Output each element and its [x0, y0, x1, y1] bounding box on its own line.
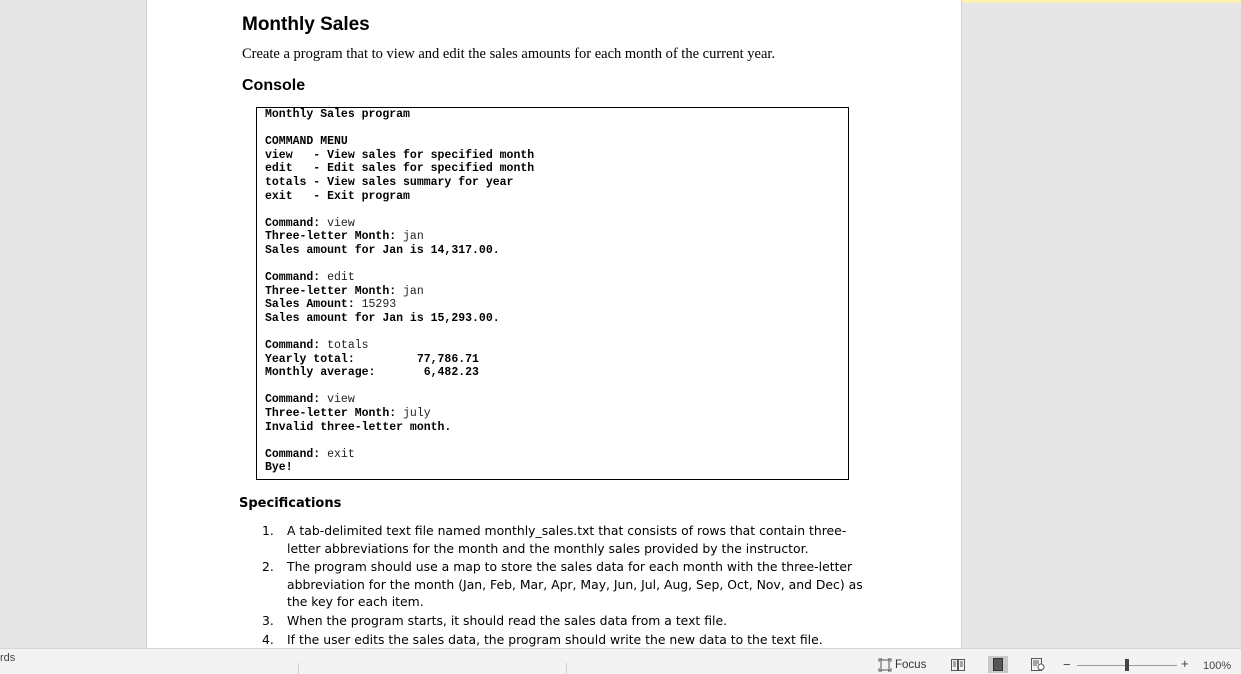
console-user-input: jan	[403, 284, 424, 298]
status-divider	[298, 663, 299, 674]
console-line	[265, 366, 534, 380]
console-line	[265, 217, 534, 231]
console-blank-line	[265, 434, 534, 448]
document-intro: Create a program that to view and edit the sales amounts for each month of the current year.	[242, 46, 776, 62]
console-line	[265, 244, 534, 258]
status-bar	[0, 648, 1241, 674]
specification-number: 2.	[262, 559, 274, 575]
zoom-level[interactable]: 100%	[1203, 660, 1232, 672]
console-blank-line	[265, 380, 534, 394]
focus-mode-button[interactable]	[878, 657, 926, 673]
specification-number: 4.	[262, 631, 274, 647]
console-line-text: exit - Exit program	[265, 189, 410, 203]
console-line	[265, 312, 534, 326]
console-line	[265, 162, 534, 176]
console-line-text: Bye!	[265, 461, 293, 475]
zoom-out-button[interactable]: −	[1063, 657, 1071, 672]
print-layout-button[interactable]	[988, 656, 1008, 673]
specification-text: When the program starts, it should read the sales data from a text file.	[287, 612, 728, 628]
console-user-input: totals	[327, 339, 369, 353]
print-layout-icon	[993, 658, 1003, 671]
console-heading: Console	[242, 77, 306, 94]
specification-item	[262, 522, 872, 557]
console-user-input: exit	[327, 447, 355, 461]
console-line-text: Sales amount for Jan is 14,317.00.	[265, 243, 500, 257]
console-line	[265, 393, 534, 407]
specification-number: 1.	[262, 523, 274, 538]
zoom-slider-thumb[interactable]	[1125, 659, 1129, 671]
console-user-input: view	[327, 393, 355, 407]
console-line-text: Monthly Sales program	[265, 108, 410, 121]
console-line-text: Command:	[265, 271, 328, 285]
console-line	[265, 353, 534, 367]
console-user-input: edit	[327, 271, 355, 285]
console-line	[265, 448, 534, 462]
console-line	[265, 176, 534, 190]
console-line	[265, 149, 534, 163]
specification-text: If the user edits the sales data, the program should write the new data to the text file.	[287, 631, 823, 647]
console-blank-line	[265, 122, 534, 136]
console-line-text: Command:	[265, 216, 328, 230]
specification-item	[262, 612, 872, 630]
console-line	[265, 135, 534, 149]
console-user-input: 15293	[361, 298, 397, 312]
zoom-in-button[interactable]: +	[1181, 656, 1189, 671]
console-line-text: Command:	[265, 447, 328, 461]
read-mode-icon	[951, 659, 965, 671]
console-line-text: edit - Edit sales for specified month	[265, 162, 535, 176]
document-page[interactable]	[146, 0, 962, 648]
console-line-text: view - View sales for specified month	[265, 148, 535, 162]
console-user-input: jan	[403, 230, 424, 244]
console-line	[265, 298, 534, 312]
console-line-text: Invalid three-letter month.	[265, 420, 452, 434]
specification-text: The program should use a map to store the sales data for each month with the three-letter abbreviation for the month (Jan, Feb, Mar, Apr, May, Jun, Jul, Aug, Sep, Oct, Nov, and Dec) as the key for each item.	[287, 559, 863, 610]
web-layout-button[interactable]	[1028, 656, 1048, 673]
console-line-text: Command:	[265, 393, 328, 407]
console-line-text: Sales amount for Jan is 15,293.00.	[265, 311, 500, 325]
console-line-text: Three-letter Month:	[265, 284, 404, 298]
console-user-input: view	[327, 216, 355, 230]
console-line-text: COMMAND MENU	[265, 135, 348, 149]
console-line-text: Monthly average: 6,482.23	[265, 366, 479, 380]
console-line	[265, 285, 534, 299]
status-divider	[566, 663, 567, 674]
read-mode-button[interactable]	[948, 656, 968, 673]
word-count[interactable]: rds	[0, 652, 16, 664]
console-user-input: july	[403, 407, 431, 421]
ribbon-accent-strip	[960, 0, 1241, 3]
specification-item	[262, 631, 872, 649]
console-line-text: Sales Amount:	[265, 298, 362, 312]
console-line-text: totals - View sales summary for year	[265, 175, 514, 189]
console-line-text: Yearly total: 77,786.71	[265, 352, 479, 366]
console-line-text: Three-letter Month:	[265, 230, 404, 244]
web-layout-icon	[1031, 658, 1045, 671]
console-blank-line	[265, 326, 534, 340]
specifications-heading: Specifications	[239, 496, 342, 511]
console-line	[265, 108, 534, 122]
focus-label: Focus	[895, 659, 927, 671]
console-line	[265, 271, 534, 285]
console-line-text: Three-letter Month:	[265, 407, 404, 421]
console-blank-line	[265, 203, 534, 217]
console-output-text	[265, 108, 534, 475]
console-line	[265, 461, 534, 475]
console-output-box	[256, 107, 849, 480]
console-line	[265, 421, 534, 435]
specifications-list	[262, 522, 872, 649]
console-line	[265, 190, 534, 204]
specification-item	[262, 558, 872, 611]
console-line-text: Command:	[265, 339, 328, 353]
console-line	[265, 407, 534, 421]
console-blank-line	[265, 258, 534, 272]
document-title: Monthly Sales	[242, 14, 370, 35]
console-line	[265, 339, 534, 353]
focus-icon	[878, 658, 892, 672]
specification-text: A tab-delimited text file named monthly_sales.txt that consists of rows that contain three-letter abbreviations for the month and the monthly sales provided by the instructor.	[287, 523, 847, 556]
console-line	[265, 230, 534, 244]
specification-number: 3.	[262, 612, 274, 628]
